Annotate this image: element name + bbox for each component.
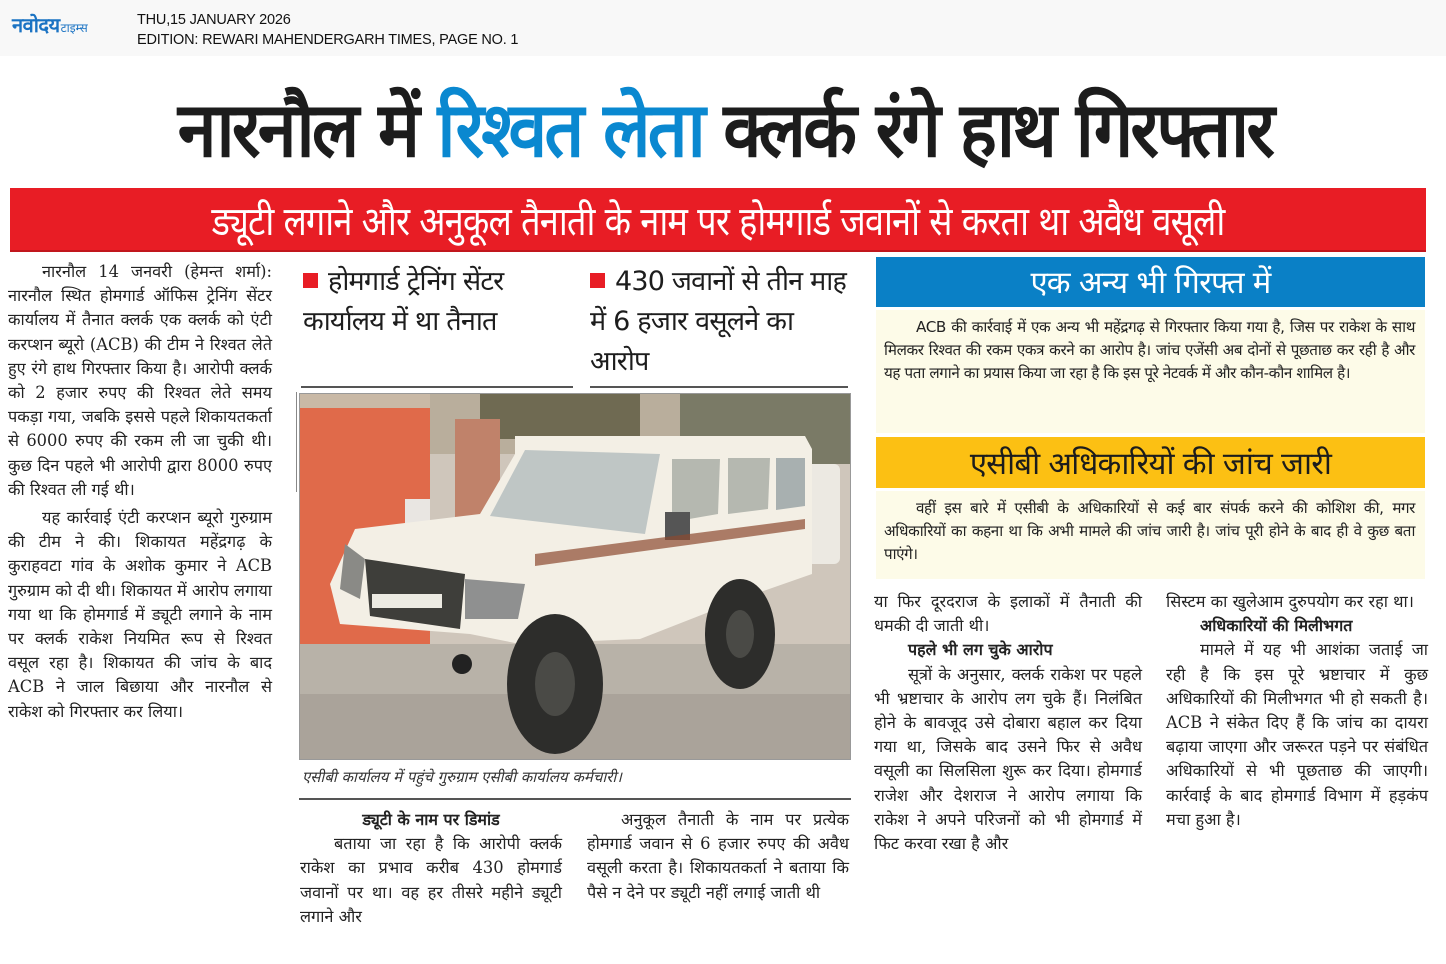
box-header-acb-investigation: एसीबी अधिकारियों की जांच जारी — [876, 437, 1425, 488]
photo-caption: एसीबी कार्यालय में पहुंचे गुरुग्राम एसीबी कार्यालय कर्मचारी। — [302, 768, 622, 786]
caption-rule — [299, 798, 851, 800]
subhead-previous-allegations: पहले भी लग चुके आरोप — [908, 640, 1053, 660]
highlight-point-1 — [303, 262, 575, 342]
paragraph: यह कार्रवाई एंटी करप्शन ब्यूरो गुरुग्राम की टीम ने की। शिकायत महेंद्रगढ़ के कुराहवटा गांव के अशोक कुमार ने ACB गुरुग्राम को दी थी। शिकायत में आरोप लगाया गया था कि होमगार्ड में ड्यूटी लगाने के नाम पर क्लर्क राकेश नियमित रूप से रिश्वत वसूल रहा है। शिकायत की जांच के बाद ACB ने जाल बिछाया और नारनौल से राकेश को गिरफ्तार कर लिया। — [8, 508, 272, 721]
box-body-acb-investigation — [876, 491, 1425, 579]
paragraph: मामले में यह भी आशंका जताई जा रही है कि इस पूरे भ्रष्टाचार में कुछ अधिकारियों की मिलीभगत भी हो सकती है। ACB ने संकेत दिए हैं कि जांच का दायरा बढ़ाया जाएगा और जरूरत पड़ने पर संबंधित अधिकारियों से भी पूछताछ की जाएगी। कार्रवाई के बाद होमगार्ड विभाग में हड़कंप मचा हुआ है। — [1166, 640, 1428, 829]
article-column-4 — [874, 590, 1142, 856]
box-paragraph: वहीं इस बारे में एसीबी के अधिकारियों से कई बार संपर्क करने की कोशिश की, मगर अधिकारियों का कहना था कि अभी मामले की जांच जारी है। जांच पूरी होने के बाद ही वे कुछ बता पाएंगे। — [884, 499, 1415, 563]
highlight-rule — [301, 386, 573, 388]
paragraph: नारनौल 14 जनवरी (हेमन्त शर्मा): नारनौल स्थित होमगार्ड ऑफिस ट्रेनिंग सेंटर कार्यालय में तैनात क्लर्क एक क्लर्क को एंटी करप्शन ब्यूरो (ACB) की टीम ने रिश्वत लेते हुए रंगे हाथ गिरफ्तार किया है। आरोपी क्लर्क को 2 हजार रुपए की रिश्वत लेते समय पकड़ा गया, जबकि इससे पहले शिकायतकर्ता से 6000 रुपए की रकम ली जा चुकी थी। कुछ दिन पहले भी आरोपी द्वारा 8000 रुपए की रिश्वत ली गई थी। — [8, 262, 272, 499]
logo-main-text: नवोदय — [12, 13, 60, 37]
subheadline-strap — [10, 188, 1426, 252]
headline-part-1: नारनौल में — [177, 84, 418, 174]
paragraph: बताया जा रहा है कि आरोपी क्लर्क राकेश का प्रभाव करीब 430 होमगार्ड जवानों पर था। वह हर तीसरे महीने ड्यूटी लगाने और — [300, 834, 562, 926]
box-header-another-arrested: एक अन्य भी गिरफ्त में — [876, 257, 1425, 307]
headline-part-3: क्लर्क रंगे हाथ गिरफ्तार — [723, 84, 1273, 174]
paragraph-continued: सिस्टम का खुलेआम दुरुपयोग कर रहा था। — [1166, 592, 1414, 611]
paragraph-continued: या फिर दूरदराज के इलाकों में तैनाती की धमकी दी जाती थी। — [874, 592, 1142, 636]
highlight-rule — [590, 386, 848, 388]
subhead-officials-collusion: अधिकारियों की मिलीभगत — [1200, 616, 1353, 636]
subhead-duty-demand: ड्यूटी के नाम पर डिमांड — [362, 810, 500, 829]
masthead-bar — [0, 0, 1446, 56]
strap-text: ड्यूटी लगाने और अनुकूल तैनाती के नाम पर होमगार्ड जवानों से करता था अवैध वसूली — [211, 198, 1225, 245]
newspaper-logo[interactable] — [12, 11, 88, 38]
main-headline — [67, 72, 1383, 182]
article-column-2 — [300, 808, 562, 929]
highlight-point-2 — [590, 262, 855, 382]
headline-highlight: रिश्वत लेता — [437, 84, 703, 174]
highlight-text: होमगार्ड ट्रेनिंग सेंटर कार्यालय में था तैनात — [303, 266, 504, 337]
edition-info — [137, 10, 518, 50]
paragraph: सूत्रों के अनुसार, क्लर्क राकेश पर पहले भी भ्रष्टाचार के आरोप लग चुके हैं। निलंबित होने के बावजूद उसे दोबारा बहाल कर दिया गया था, जिसके बाद उसने फिर से अवैध वसूली का सिलसिला शुरू कर दिया। होमगार्ड राजेश और देशराज ने आरोप लगाया कि राकेश ने अपने परिजनों को भी होमगार्ड में फिट करवा रखा है और — [874, 664, 1142, 854]
issue-date: THU,15 JANUARY 2026 — [137, 12, 291, 28]
article-column-1 — [8, 260, 272, 724]
suv-photo-illustration — [300, 394, 851, 760]
article-column-5 — [1166, 590, 1428, 832]
news-photo-suv[interactable] — [299, 393, 851, 760]
box-body-another-arrested — [876, 310, 1425, 433]
article-column-3 — [587, 808, 849, 905]
edition-line: EDITION: REWARI MAHENDERGARH TIMES, PAGE NO. 1 — [137, 32, 519, 48]
paragraph: अनुकूल तैनाती के नाम पर प्रत्येक होमगार्ड जवान से 6 हजार रुपए की अवैध वसूली करता है। शिकायतकर्ता ने बताया कि पैसे न देने पर ड्यूटी नहीं लगाई जाती थी — [587, 810, 849, 902]
red-square-bullet-icon — [590, 273, 605, 288]
red-square-bullet-icon — [303, 273, 318, 288]
column-divider — [296, 392, 297, 492]
logo-sub-text: टाइम्स — [60, 21, 88, 35]
highlight-text: 430 जवानों से तीन माह में 6 हजार वसूलने का आरोप — [590, 266, 846, 377]
box-paragraph: ACB की कार्रवाई में एक अन्य भी महेंद्रगढ़ से गिरफ्तार किया गया है, जिस पर राकेश के साथ मिलकर रिश्वत की रकम एकत्र करने का आरोप है। जांच एजेंसी अब दोनों से पूछताछ कर रही है और यह पता लगाने का प्रयास किया जा रहा है कि इस पूरे नेटवर्क में और कौन-कौन शामिल है। — [884, 318, 1415, 382]
